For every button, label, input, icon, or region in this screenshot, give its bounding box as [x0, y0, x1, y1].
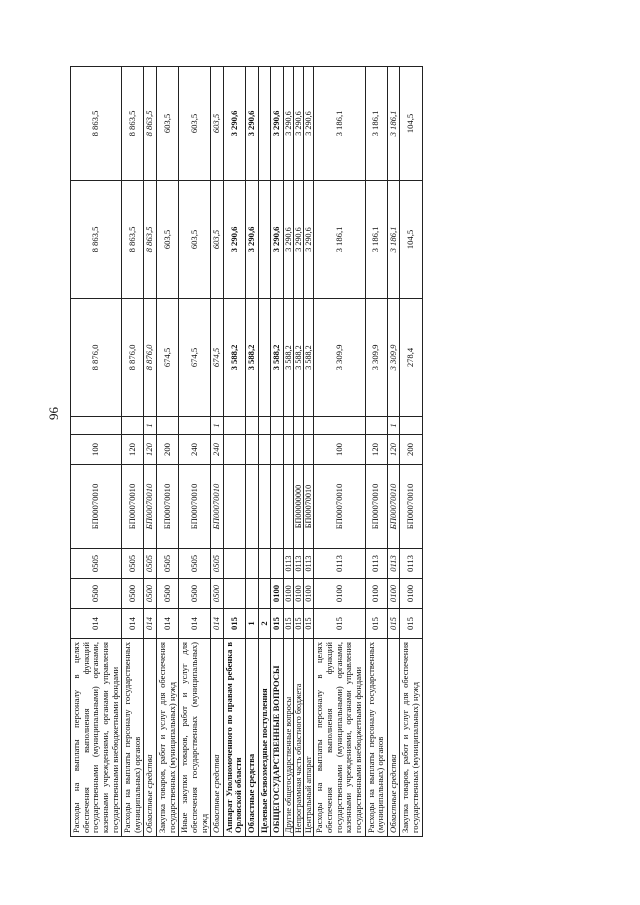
cell-target-article: БП00070010 — [304, 465, 314, 549]
table-row — [365, 67, 387, 837]
cell-subsection: 0113 — [365, 549, 387, 579]
cell-amount-3: 3 290,6 — [271, 67, 284, 181]
row-name: Другие общегосударственные вопросы — [283, 639, 293, 837]
cell-target-article: БП00000000 — [294, 465, 304, 549]
cell-source: 1 — [144, 417, 157, 435]
cell-section — [246, 579, 259, 609]
row-name: Областные средства — [246, 639, 259, 837]
cell-amount-2 — [258, 181, 271, 299]
cell-expense-type — [294, 435, 304, 465]
cell-amount-2: 3 186,1 — [314, 181, 365, 299]
cell-amount-1: 674,5 — [157, 299, 179, 417]
cell-amount-2: 3 290,6 — [223, 181, 245, 299]
cell-target-article: БП00070010 — [387, 465, 400, 549]
cell-grbs: 014 — [211, 609, 224, 639]
table-row — [304, 67, 314, 837]
cell-source — [246, 417, 259, 435]
cell-amount-3: 8 863,5 — [122, 67, 144, 181]
cell-subsection: 0113 — [294, 549, 304, 579]
cell-amount-2: 603,5 — [211, 181, 224, 299]
cell-amount-3: 3 290,6 — [294, 67, 304, 181]
cell-source: 1 — [387, 417, 400, 435]
cell-target-article — [246, 465, 259, 549]
cell-amount-2: 603,5 — [157, 181, 179, 299]
cell-amount-1: 3 309,9 — [314, 299, 365, 417]
cell-grbs: 015 — [294, 609, 304, 639]
cell-expense-type — [258, 435, 271, 465]
cell-subsection: 0505 — [71, 549, 122, 579]
cell-section: 0100 — [314, 579, 365, 609]
cell-amount-2: 8 863,5 — [122, 181, 144, 299]
cell-amount-1: 3 588,2 — [223, 299, 245, 417]
cell-source — [283, 417, 293, 435]
cell-section: 0500 — [122, 579, 144, 609]
cell-expense-type — [283, 435, 293, 465]
cell-source — [122, 417, 144, 435]
cell-amount-3: 3 290,6 — [223, 67, 245, 181]
cell-section: 0500 — [71, 579, 122, 609]
cell-amount-1: 3 588,2 — [294, 299, 304, 417]
cell-expense-type: 120 — [387, 435, 400, 465]
cell-subsection: 0505 — [122, 549, 144, 579]
cell-expense-type: 120 — [122, 435, 144, 465]
cell-grbs: 015 — [304, 609, 314, 639]
cell-subsection: 0113 — [283, 549, 293, 579]
budget-table-rotated — [70, 67, 630, 837]
table-row — [144, 67, 157, 837]
cell-grbs: 1 — [246, 609, 259, 639]
cell-section: 0500 — [157, 579, 179, 609]
row-name: Областные средства — [144, 639, 157, 837]
table-row — [246, 67, 259, 837]
cell-expense-type — [304, 435, 314, 465]
cell-source — [223, 417, 245, 435]
cell-amount-1: 674,5 — [211, 299, 224, 417]
cell-subsection: 0505 — [179, 549, 211, 579]
cell-grbs: 015 — [223, 609, 245, 639]
row-name: Центральный аппарат — [304, 639, 314, 837]
cell-target-article: БП00070010 — [314, 465, 365, 549]
cell-amount-1: 8 876,0 — [71, 299, 122, 417]
cell-amount-2: 3 290,6 — [271, 181, 284, 299]
cell-grbs: 015 — [387, 609, 400, 639]
cell-amount-2: 603,5 — [179, 181, 211, 299]
cell-grbs: 2 — [258, 609, 271, 639]
cell-source — [258, 417, 271, 435]
cell-source — [157, 417, 179, 435]
cell-subsection — [258, 549, 271, 579]
row-name: Непрограммная часть областного бюджета — [294, 639, 304, 837]
cell-amount-3: 3 290,6 — [283, 67, 293, 181]
cell-subsection — [271, 549, 284, 579]
cell-target-article: БП00070010 — [157, 465, 179, 549]
cell-subsection — [223, 549, 245, 579]
row-name: Областные средства — [211, 639, 224, 837]
cell-grbs: 015 — [283, 609, 293, 639]
cell-subsection: 0505 — [144, 549, 157, 579]
cell-section: 0100 — [387, 579, 400, 609]
cell-source — [271, 417, 284, 435]
cell-expense-type: 240 — [179, 435, 211, 465]
cell-amount-2: 8 863,5 — [71, 181, 122, 299]
cell-expense-type: 100 — [71, 435, 122, 465]
row-name: Расходы на выплаты персоналу в целях обеспечения выполнения функций государственными (муниципальными) органами, казенными учреждениями, органами управления государственными внебюджетными фондами — [71, 639, 122, 837]
cell-amount-3: 3 186,1 — [314, 67, 365, 181]
row-name: Расходы на выплаты персоналу государственных (муниципальных) органов — [365, 639, 387, 837]
cell-amount-3: 3 290,6 — [304, 67, 314, 181]
cell-subsection: 0113 — [400, 549, 422, 579]
cell-grbs: 015 — [365, 609, 387, 639]
cell-amount-1: 3 309,9 — [365, 299, 387, 417]
table-body — [71, 67, 423, 837]
cell-expense-type: 200 — [400, 435, 422, 465]
cell-section: 0100 — [365, 579, 387, 609]
row-name: Целевые безвозмездные поступления — [258, 639, 271, 837]
cell-source — [304, 417, 314, 435]
cell-grbs: 014 — [122, 609, 144, 639]
cell-grbs: 014 — [157, 609, 179, 639]
row-name: Закупка товаров, работ и услуг для обеспечения государственных (муниципальных) нужд — [400, 639, 422, 837]
row-name: Закупка товаров, работ и услуг для обеспечения государственных (муниципальных) нужд — [157, 639, 179, 837]
cell-grbs: 014 — [144, 609, 157, 639]
cell-amount-2: 8 863,5 — [144, 181, 157, 299]
cell-subsection: 0505 — [157, 549, 179, 579]
cell-source — [314, 417, 365, 435]
cell-source — [179, 417, 211, 435]
cell-amount-1: 3 588,2 — [304, 299, 314, 417]
cell-grbs: 014 — [71, 609, 122, 639]
cell-section: 0100 — [294, 579, 304, 609]
cell-expense-type: 100 — [314, 435, 365, 465]
cell-target-article: БП00070010 — [211, 465, 224, 549]
cell-amount-1: 8 876,0 — [144, 299, 157, 417]
cell-amount-2: 3 290,6 — [246, 181, 259, 299]
cell-section: 0100 — [283, 579, 293, 609]
cell-grbs: 014 — [179, 609, 211, 639]
cell-amount-1: 674,5 — [179, 299, 211, 417]
cell-section: 0500 — [211, 579, 224, 609]
table-row — [283, 67, 293, 837]
cell-amount-2: 3 186,1 — [365, 181, 387, 299]
cell-amount-2: 104,5 — [400, 181, 422, 299]
cell-subsection: 0113 — [314, 549, 365, 579]
budget-table — [70, 66, 423, 837]
cell-target-article: БП00070010 — [71, 465, 122, 549]
table-row — [387, 67, 400, 837]
cell-section — [223, 579, 245, 609]
cell-amount-3: 8 863,5 — [144, 67, 157, 181]
cell-amount-3: 3 290,6 — [246, 67, 259, 181]
cell-target-article — [223, 465, 245, 549]
cell-expense-type: 200 — [157, 435, 179, 465]
cell-target-article — [271, 465, 284, 549]
row-name: Иные закупки товаров, работ и услуг для обеспечения государственных (муниципальных) нужд — [179, 639, 211, 837]
cell-target-article: БП00070010 — [122, 465, 144, 549]
cell-grbs: 015 — [271, 609, 284, 639]
cell-source: 1 — [211, 417, 224, 435]
cell-amount-3: 603,5 — [211, 67, 224, 181]
cell-section: 0100 — [271, 579, 284, 609]
cell-section — [258, 579, 271, 609]
row-name: Аппарат Уполномоченного по правам ребенка в Орловской области — [223, 639, 245, 837]
table-row — [211, 67, 224, 837]
table-row — [71, 67, 122, 837]
cell-section: 0100 — [400, 579, 422, 609]
cell-target-article — [258, 465, 271, 549]
cell-amount-3: 3 186,1 — [387, 67, 400, 181]
cell-target-article — [283, 465, 293, 549]
row-name: Расходы на выплаты персоналу в целях обеспечения выполнения функций государственными (муниципальными) органами, казенными учреждениями, органами управления государственными внебюджетными фондами — [314, 639, 365, 837]
page-number: 96 — [46, 407, 61, 420]
cell-section: 0500 — [179, 579, 211, 609]
table-row — [157, 67, 179, 837]
cell-amount-3: 104,5 — [400, 67, 422, 181]
table-row — [294, 67, 304, 837]
table-row — [179, 67, 211, 837]
cell-target-article: БП00070010 — [365, 465, 387, 549]
cell-target-article: БП00070010 — [400, 465, 422, 549]
row-name: Расходы на выплаты персоналу государственных (муниципальных) органов — [122, 639, 144, 837]
row-name: Областные средства — [387, 639, 400, 837]
cell-source — [294, 417, 304, 435]
cell-amount-1: 3 588,2 — [271, 299, 284, 417]
cell-amount-1: 8 876,0 — [122, 299, 144, 417]
table-row — [122, 67, 144, 837]
cell-amount-1: 3 309,9 — [387, 299, 400, 417]
cell-amount-1: 3 588,2 — [283, 299, 293, 417]
cell-subsection — [246, 549, 259, 579]
table-row — [271, 67, 284, 837]
cell-amount-3: 3 186,1 — [365, 67, 387, 181]
cell-source — [71, 417, 122, 435]
cell-expense-type: 240 — [211, 435, 224, 465]
cell-amount-3: 8 863,5 — [71, 67, 122, 181]
cell-section: 0100 — [304, 579, 314, 609]
cell-amount-2: 3 186,1 — [387, 181, 400, 299]
cell-grbs: 015 — [314, 609, 365, 639]
table-row — [314, 67, 365, 837]
cell-amount-1: 3 588,2 — [246, 299, 259, 417]
cell-expense-type — [223, 435, 245, 465]
cell-source — [400, 417, 422, 435]
cell-amount-3: 603,5 — [157, 67, 179, 181]
cell-amount-1 — [258, 299, 271, 417]
cell-target-article: БП00070010 — [144, 465, 157, 549]
table-row — [258, 67, 271, 837]
cell-expense-type: 120 — [144, 435, 157, 465]
cell-amount-2: 3 290,6 — [283, 181, 293, 299]
cell-amount-2: 3 290,6 — [294, 181, 304, 299]
cell-amount-1: 278,4 — [400, 299, 422, 417]
cell-expense-type — [246, 435, 259, 465]
table-row — [223, 67, 245, 837]
cell-expense-type — [271, 435, 284, 465]
cell-subsection: 0113 — [387, 549, 400, 579]
table-row — [400, 67, 422, 837]
cell-section: 0500 — [144, 579, 157, 609]
cell-grbs: 015 — [400, 609, 422, 639]
cell-amount-3: 603,5 — [179, 67, 211, 181]
cell-expense-type: 120 — [365, 435, 387, 465]
cell-subsection: 0505 — [211, 549, 224, 579]
row-name: ОБЩЕГОСУДАРСТВЕННЫЕ ВОПРОСЫ — [271, 639, 284, 837]
cell-target-article: БП00070010 — [179, 465, 211, 549]
cell-amount-2: 3 290,6 — [304, 181, 314, 299]
cell-source — [365, 417, 387, 435]
cell-amount-3 — [258, 67, 271, 181]
cell-subsection: 0113 — [304, 549, 314, 579]
